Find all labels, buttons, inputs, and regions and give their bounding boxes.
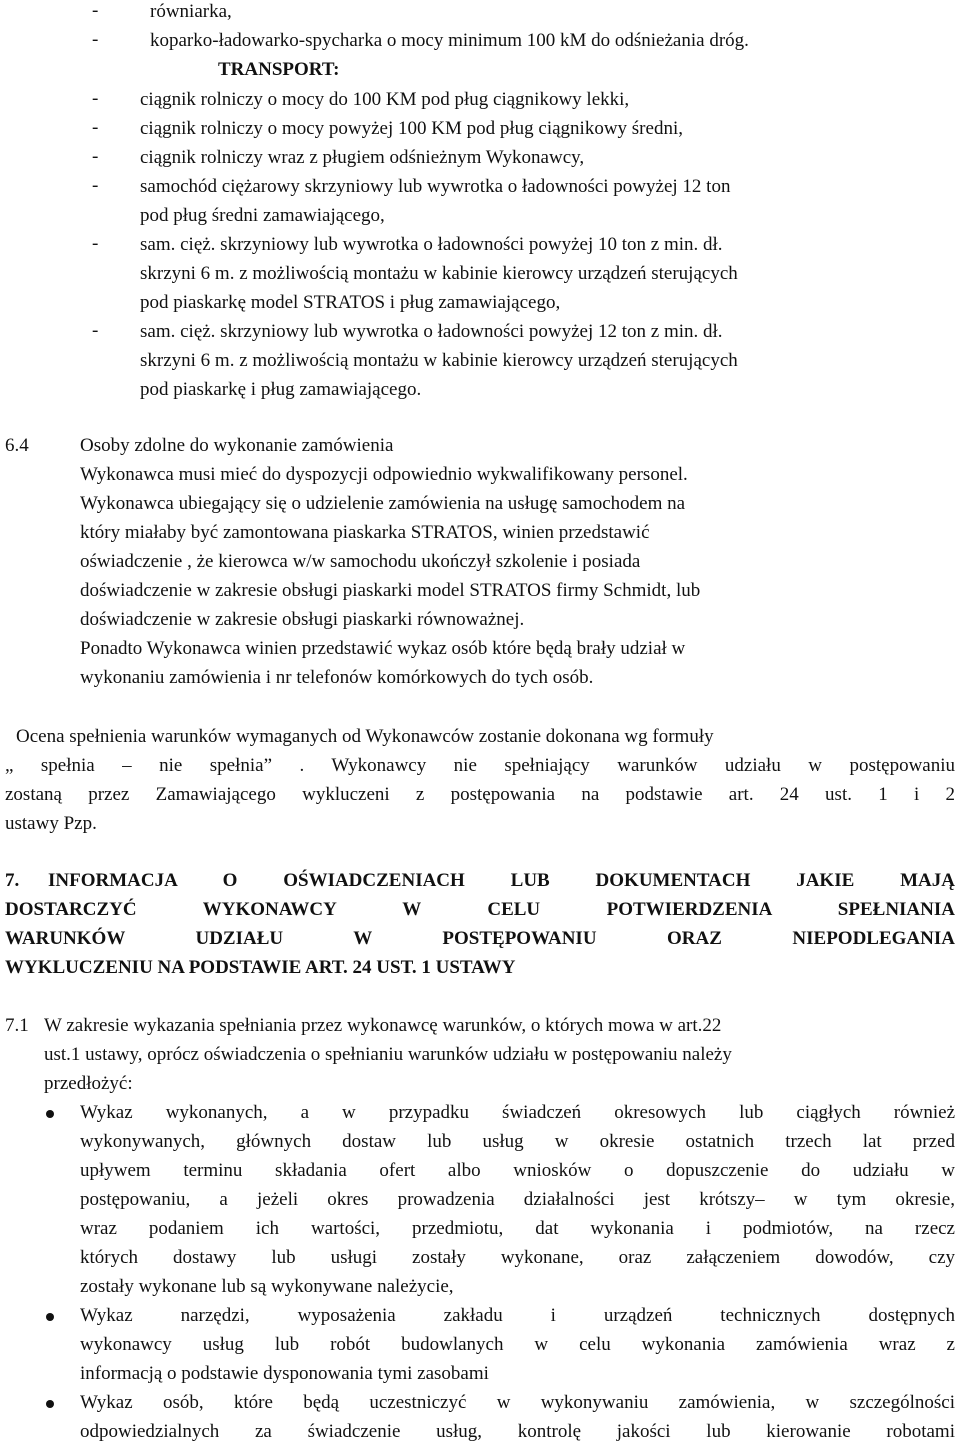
bullet-line: wykonawcy usług lub robót budowlanych w celu wykonania zamówienia wraz z bbox=[80, 1334, 955, 1355]
list-dash: - bbox=[92, 175, 99, 196]
paragraph-line: który miałaby być zamontowana piaskarka STRATOS, winien przedstawić bbox=[80, 522, 650, 543]
list-dash: - bbox=[92, 29, 99, 50]
transport-heading: TRANSPORT: bbox=[218, 59, 340, 80]
list-item: samochód ciężarowy skrzyniowy lub wywrotka o ładowności powyżej 12 ton bbox=[140, 176, 731, 197]
paragraph-line: ustawy Pzp. bbox=[5, 813, 97, 834]
section-number: 6.4 bbox=[5, 435, 29, 456]
list-dash: - bbox=[92, 88, 99, 109]
paragraph-line: przedłożyć: bbox=[44, 1073, 133, 1094]
list-item: ciągnik rolniczy o mocy powyżej 100 KM pod pług ciągnikowy średni, bbox=[140, 118, 683, 139]
bullet-line: wykonywanych, głównych dostaw lub usług w okresie ostatnich trzech lat przed bbox=[80, 1131, 955, 1152]
paragraph-line: Wykonawca musi mieć do dyspozycji odpowiednio wykwalifikowany personel. bbox=[80, 464, 688, 485]
paragraph-line: Wykonawca ubiegający się o udzielenie zamówienia na usługę samochodem na bbox=[80, 493, 686, 514]
bullet-line: postępowaniu, a jeżeli okres prowadzenia działalności jest krótszy– w tym okresie, bbox=[80, 1189, 955, 1210]
bullet-line: zostały wykonane lub są wykonywane należycie, bbox=[80, 1276, 454, 1297]
section-heading: WYKLUCZENIU NA PODSTAWIE ART. 24 UST. 1 USTAWY bbox=[5, 957, 516, 978]
section-heading: WARUNKÓW UDZIAŁU W POSTĘPOWANIU ORAZ NIEPODLEGANIA bbox=[5, 928, 955, 949]
list-item-continuation: pod piaskarkę i pług zamawiającego. bbox=[140, 379, 422, 400]
paragraph-line: doświadczenie w zakresie obsługi piaskarki równoważnej. bbox=[80, 609, 525, 630]
bullet-line: Wykaz wykonanych, a w przypadku świadczeń okresowych lub ciągłych również bbox=[80, 1102, 955, 1123]
list-dash: - bbox=[92, 146, 99, 167]
paragraph-line: oświadczenie , że kierowca w/w samochodu ukończył szkolenie i posiada bbox=[80, 551, 641, 572]
list-item: ciągnik rolniczy wraz z pługiem odśnieżnym Wykonawcy, bbox=[140, 147, 585, 168]
bullet-line: upływem terminu składania ofert albo wniosków o dopuszczenie do udziału w bbox=[80, 1160, 955, 1181]
paragraph-line: zostaną przez Zamawiającego wykluczeni z postępowania na podstawie art. 24 ust. 1 i 2 bbox=[5, 784, 955, 805]
bullet-dot bbox=[46, 1400, 54, 1408]
paragraph-line: W zakresie wykazania spełniania przez wykonawcę warunków, o których mowa w art.22 bbox=[44, 1015, 722, 1036]
paragraph-line: wykonaniu zamówienia i nr telefonów komórkowych do tych osób. bbox=[80, 667, 594, 688]
paragraph-line: ust.1 ustawy, oprócz oświadczenia o spełnianiu warunków udziału w postępowaniu należy bbox=[44, 1044, 732, 1065]
bullet-line: których dostawy lub usługi zostały wykonane, oraz załączeniem dowodów, czy bbox=[80, 1247, 955, 1268]
section-heading: DOSTARCZYĆ WYKONAWCY W CELU POTWIERDZENIA SPEŁNIANIA bbox=[5, 899, 955, 920]
bullet-line: wraz podaniem ich wartości, przedmiotu, dat wykonania i podmiotów, na rzecz bbox=[80, 1218, 955, 1239]
list-item-continuation: pod piaskarkę model STRATOS i pług zamawiającego, bbox=[140, 292, 561, 313]
bullet-dot bbox=[46, 1110, 54, 1118]
list-item-continuation: skrzyni 6 m. z możliwością montażu w kabinie kierowcy urządzeń sterujących bbox=[140, 263, 738, 284]
list-dash: - bbox=[92, 0, 99, 21]
list-item-continuation: pod pług średni zamawiającego, bbox=[140, 205, 385, 226]
list-item: sam. cięż. skrzyniowy lub wywrotka o ładowności powyżej 12 ton z min. dł. bbox=[140, 321, 723, 342]
list-item-continuation: skrzyni 6 m. z możliwością montażu w kabinie kierowcy urządzeń sterujących bbox=[140, 350, 738, 371]
section-title: Osoby zdolne do wykonanie zamówienia bbox=[80, 435, 394, 456]
bullet-line: Wykaz osób, które będą uczestniczyć w wykonywaniu zamówienia, w szczególności bbox=[80, 1392, 955, 1413]
list-dash: - bbox=[92, 117, 99, 138]
section-number: 7. bbox=[5, 870, 20, 891]
bullet-dot bbox=[46, 1313, 54, 1321]
paragraph-line: „ spełnia – nie spełnia” . Wykonawcy nie spełniający warunków udziału w postępowaniu bbox=[5, 755, 955, 776]
list-dash: - bbox=[92, 320, 99, 341]
bullet-line: informacją o podstawie dysponowania tymi zasobami bbox=[80, 1363, 489, 1384]
list-item: równiarka, bbox=[150, 1, 232, 22]
section-number: 7.1 bbox=[5, 1015, 29, 1036]
list-dash: - bbox=[92, 233, 99, 254]
section-heading: INFORMACJA O OŚWIADCZENIACH LUB DOKUMENTACH JAKIE MAJĄ bbox=[48, 870, 955, 891]
bullet-line: Wykaz narzędzi, wyposażenia zakładu i urządzeń technicznych dostępnych bbox=[80, 1305, 955, 1326]
paragraph-line: Ocena spełnienia warunków wymaganych od Wykonawców zostanie dokonana wg formuły bbox=[16, 726, 714, 747]
bullet-line: odpowiedzialnych za świadczenie usług, kontrolę jakości lub kierowanie robotami bbox=[80, 1421, 955, 1442]
list-item: sam. cięż. skrzyniowy lub wywrotka o ładowności powyżej 10 ton z min. dł. bbox=[140, 234, 723, 255]
list-item: ciągnik rolniczy o mocy do 100 KM pod pług ciągnikowy lekki, bbox=[140, 89, 630, 110]
list-item: koparko-ładowarko-spycharka o mocy minimum 100 kM do odśnieżania dróg. bbox=[150, 30, 749, 51]
paragraph-line: Ponadto Wykonawca winien przedstawić wykaz osób które będą brały udział w bbox=[80, 638, 686, 659]
paragraph-line: doświadczenie w zakresie obsługi piaskarki model STRATOS firmy Schmidt, lub bbox=[80, 580, 701, 601]
